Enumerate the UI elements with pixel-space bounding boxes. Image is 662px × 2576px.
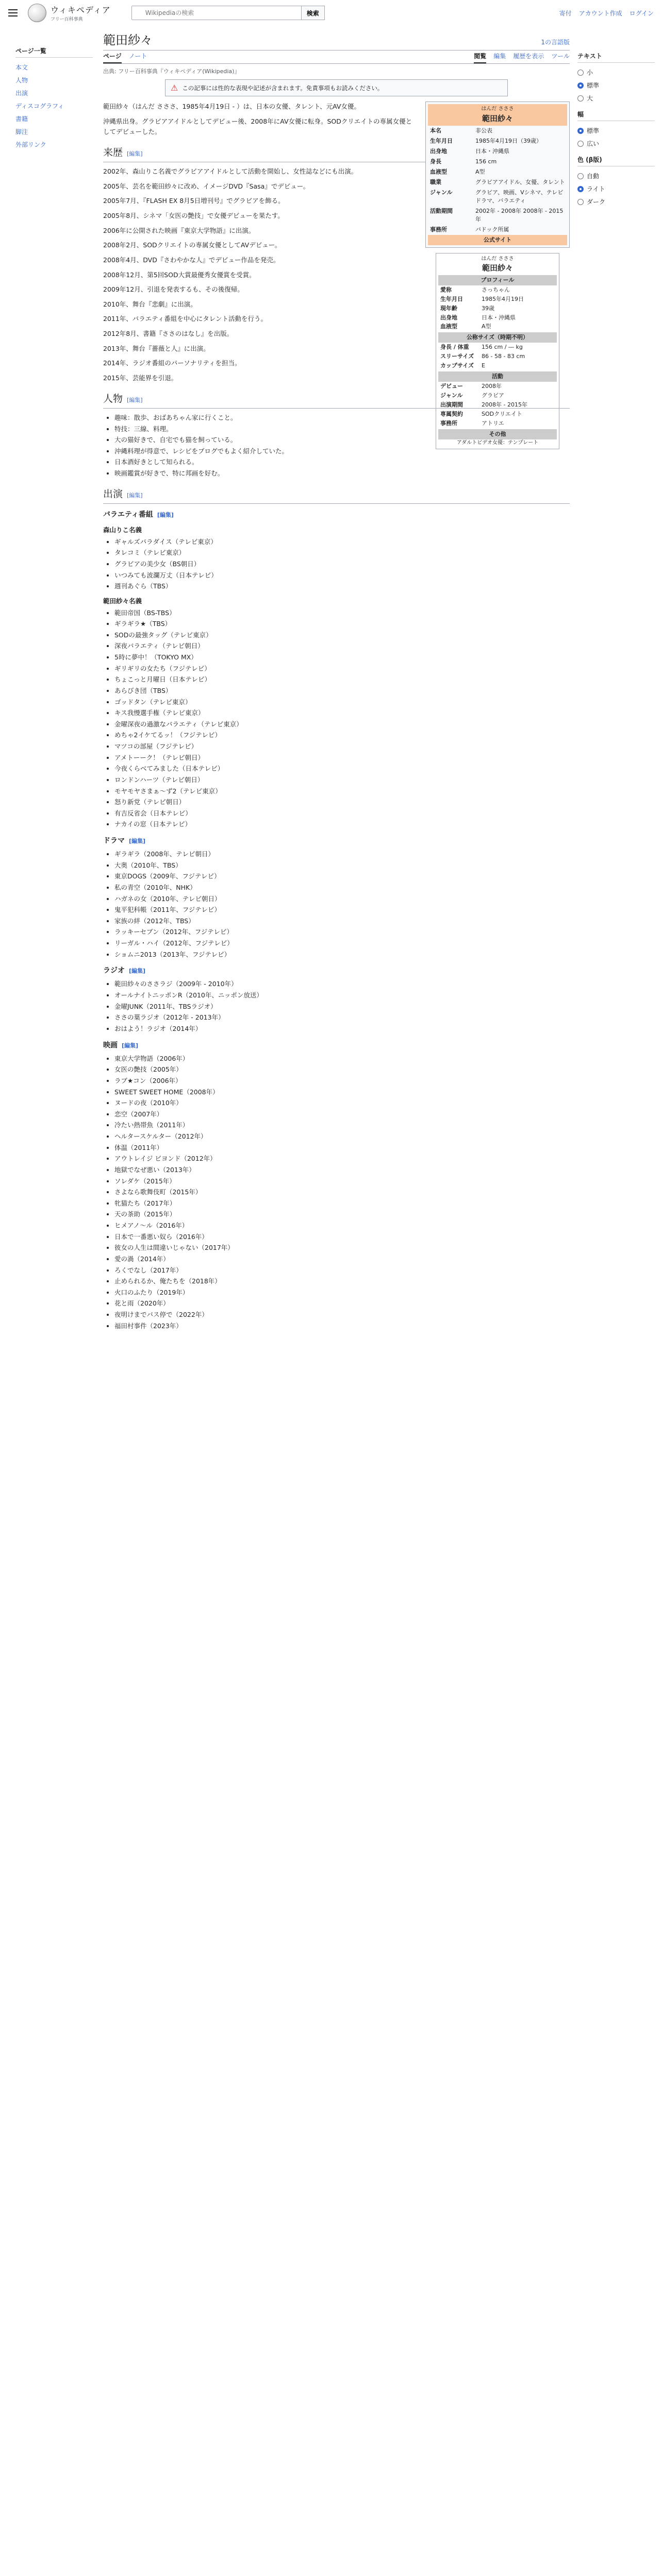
site-tagline: フリー百科事典 (51, 17, 83, 22)
list-item: • ギャルズパラダイス（テレビ東京） (114, 537, 570, 548)
list-item: • 火口のふたり（2019年） (114, 1287, 570, 1298)
list-item: • 深夜バラエティ（テレビ朝日） (114, 641, 570, 652)
list-item: • 5時に夢中！（TOKYO MX） (114, 652, 570, 663)
edit-section-link[interactable]: [編集] (127, 150, 143, 157)
list-item: • 冷たい熱帯魚（2011年） (114, 1120, 570, 1131)
infobox-value: 156 cm / ― kg (482, 344, 523, 351)
list-item: • ゴッドタン（テレビ東京） (114, 697, 570, 708)
infobox-row (428, 136, 567, 146)
infobox-label: デビュー (440, 383, 463, 390)
page-title: 範田紗々 (103, 33, 153, 47)
subsubsection-heading: 森山りこ名義 (103, 526, 142, 534)
edit-section-link[interactable]: [編集] (127, 396, 143, 403)
list-item: • 私の青空（2010年、NHK） (114, 883, 570, 893)
infobox-row (428, 225, 567, 235)
tab-read[interactable]: 閲覧 (474, 49, 486, 63)
infobox-label: 出身地 (430, 148, 447, 155)
list-item: • タレコミ（テレビ東京） (114, 548, 570, 558)
infobox (425, 101, 570, 248)
globe-icon (28, 4, 46, 22)
infobox-av (436, 253, 559, 450)
infobox-value: 2008年 (482, 383, 502, 390)
infobox-value: SODクリエイト (482, 410, 522, 417)
infobox2-name: 範田紗々 (482, 263, 513, 273)
search-input[interactable] (131, 6, 302, 20)
menu-icon[interactable] (8, 6, 23, 20)
list-item: • ヘルタースケルター（2012年） (114, 1131, 570, 1142)
section-heading: 出演 [編集] (103, 486, 570, 504)
infobox-label: 出演期間 (440, 401, 463, 408)
history-paragraph: 2005年8月、シネマ「女医の艶技」で女優デビューを果たす。 (103, 212, 284, 220)
infobox-label: 生年月日 (430, 138, 453, 145)
infobox-label: 事務所 (430, 226, 447, 233)
source-line: 出典: フリー百科事典『ウィキペディア(Wikipedia)』 (103, 68, 240, 75)
infobox-label: 職業 (430, 178, 441, 185)
list-item: • アウトレイジ ビヨンド（2012年） (114, 1154, 570, 1164)
toc-item[interactable]: 脚注 (15, 128, 28, 135)
list-item: • アメトーーク！（テレビ朝日） (114, 753, 570, 764)
search-button[interactable]: 検索 (302, 6, 325, 20)
list-item: • 東京DOGS（2009年、フジテレビ） (114, 871, 570, 882)
list-item: • めちゃ2イケてるッ！（フジテレビ） (114, 730, 570, 741)
infobox-label: ジャンル (430, 189, 453, 196)
site-logo[interactable] (28, 4, 111, 22)
edit-section-link[interactable]: [編集] (122, 1042, 139, 1049)
infobox-row (428, 146, 567, 157)
list-item: • ちょこっと月曜日（日本テレビ） (114, 674, 570, 685)
infobox-value: アトリエ (482, 419, 504, 427)
history-paragraph: 2015年、芸能界を引退。 (103, 374, 178, 382)
list-item: • ソレダケ（2015年） (114, 1176, 570, 1187)
infobox2-band: 公称サイズ（時期不明） (438, 332, 557, 343)
history-paragraph: 2008年4月、DVD『さわやかな人』でデビュー作品を発売。 (103, 256, 280, 264)
infobox-label: カップサイズ (440, 362, 474, 369)
infobox-row (438, 391, 557, 400)
list-item: • オールナイトニッポンR（2010年、ニッポン放送） (114, 990, 570, 1001)
infobox-row (438, 313, 557, 323)
list-item: • SWEET SWEET HOME（2008年） (114, 1087, 570, 1098)
article-body (103, 101, 570, 1331)
infobox-value: E (482, 362, 485, 369)
infobox-value: A型 (475, 168, 485, 175)
toc-title: ページ一覧 (15, 46, 93, 58)
list-item: • ナカイの窓（日本テレビ） (114, 819, 570, 830)
infobox-row (438, 322, 557, 331)
infobox-value: 2008年 - 2015年 (482, 401, 527, 408)
list-item: • 牝猫たち（2017年） (114, 1198, 570, 1209)
infobox-value: 日本・沖縄県 (482, 314, 516, 321)
infobox-label: 血液型 (430, 168, 447, 175)
list-item: • 日本で一番悪い奴ら（2016年） (114, 1232, 570, 1243)
list-item: • 沖縄料理が得意で、レシピをブログでもよく紹介していた。 (114, 446, 570, 457)
toc-item[interactable]: 人物 (15, 77, 28, 84)
tab-history[interactable]: 履歴を表示 (513, 53, 544, 60)
text-size-title: テキスト (577, 52, 655, 63)
list-item: • ヒメアノ〜ル（2016年） (114, 1221, 570, 1231)
text-large-option[interactable]: 大 (577, 92, 655, 105)
tab-page[interactable]: ページ (103, 49, 122, 63)
list-item: • ラブ★コン（2006年） (114, 1076, 570, 1087)
tab-tools[interactable]: ツール (551, 53, 570, 60)
main-content (103, 26, 570, 1334)
history-paragraph: 2005年7月、『FLASH EX 8月5日増刊号』でグラビアを飾る。 (103, 197, 285, 205)
site-name: ウィキペディア (51, 5, 111, 15)
list-item: • SODの最強タッグ（テレビ東京） (114, 630, 570, 641)
list-item: • 日本酒好きとして知られる。 (114, 457, 570, 468)
infobox-value: グラビアアイドル、女優、タレント (475, 178, 565, 185)
toc-item[interactable]: 外部リンク (15, 141, 46, 148)
infobox-value: 非公表 (475, 127, 492, 134)
intro-paragraph: 範田紗々（はんだ さささ、1985年4月19日 - ）は、日本の女優、タレント、元AV女優。 (103, 103, 360, 110)
infobox-row (428, 206, 567, 225)
header-links (559, 9, 654, 18)
list-item: • おはよう！ラジオ（2014年） (114, 1024, 570, 1035)
infobox-row (428, 177, 567, 188)
edit-section-link[interactable]: [編集] (127, 492, 143, 499)
toc-item[interactable]: 書籍 (15, 115, 28, 123)
list-item: • あらびき団（TBS） (114, 686, 570, 697)
list-item: • ギリギリの女たち（フジテレビ） (114, 664, 570, 674)
infobox-row (438, 352, 557, 361)
infobox-label: 身長 (430, 158, 441, 165)
create-account-link[interactable]: アカウント作成 (578, 9, 622, 17)
toc-sidebar (15, 46, 93, 151)
list-item: • 有吉反省会（日本テレビ） (114, 808, 570, 819)
list-item: • 映画鑑賞が好きで、特に邦画を好む。 (114, 468, 570, 479)
infobox-value: 39歳 (482, 304, 494, 312)
list-item: • 彼女の人生は間違いじゃない（2017年） (114, 1243, 570, 1253)
infobox-row (428, 167, 567, 177)
infobox-row (438, 361, 557, 370)
subsection-heading: 映画 [編集] (103, 1041, 139, 1049)
list-item: • 怒り新党（テレビ朝日） (114, 797, 570, 808)
infobox-value: 1985年4月19日（39歳） (475, 138, 542, 145)
list-item: • キス我慢選手権（テレビ東京） (114, 708, 570, 719)
infobox-value: 86 - 58 - 83 cm (482, 353, 525, 360)
history-paragraph: 2005年、芸名を範田紗々に改め、イメージDVD『Sasa』でデビュー。 (103, 182, 310, 190)
infobox-row (438, 285, 557, 295)
history-paragraph: 2014年、ラジオ番組のパーソナリティを担当。 (103, 359, 241, 367)
infobox-kana: はんだ さささ (481, 106, 514, 112)
section-heading: 来歴 [編集] (103, 145, 570, 162)
list-item: • 地獄でなぜ悪い（2013年） (114, 1165, 570, 1176)
list-item: • いつみても波瀾万丈（日本テレビ） (114, 570, 570, 581)
login-link[interactable]: ログイン (629, 9, 654, 17)
history-paragraph: 2012年8月、書籍『ささのはなし』を出版。 (103, 330, 234, 338)
list-item: • ろくでなし（2017年） (114, 1265, 570, 1276)
list-item: • さよなら歌舞伎町（2015年） (114, 1187, 570, 1198)
list-item: • ギラギラ（2008年、テレビ朝日） (114, 849, 570, 860)
infobox-label: 本名 (430, 127, 441, 134)
tab-talk[interactable]: ノート (128, 53, 147, 60)
list-item: • 大奥（2010年、TBS） (114, 860, 570, 871)
history-paragraph: 2008年12月、第5回SOD大賞最優秀女優賞を受賞。 (103, 270, 256, 279)
list-item: • 鬼平犯科帳（2011年、フジテレビ） (114, 905, 570, 916)
list-item: • リーガル・ハイ（2012年、フジテレビ） (114, 938, 570, 949)
infobox-value: 1985年4月19日 (482, 295, 524, 302)
list-item: • ヌードの夜（2010年） (114, 1098, 570, 1109)
infobox2-band: その他 (438, 429, 557, 439)
intro-paragraph: 沖縄県出身。グラビアアイドルとしてデビュー後、2008年にAV女優に転身。SODクリエイトの専属女優としてデビューした。 (103, 117, 412, 136)
history-paragraph: 2008年2月、SODクリエイトの専属女優としてAVデビュー。 (103, 241, 282, 249)
appearance-panel (577, 46, 655, 208)
infobox-row (428, 126, 567, 136)
list-item: • 今夜くらべてみました（日本テレビ） (114, 764, 570, 774)
list-item: • 愛の渦（2014年） (114, 1254, 570, 1265)
infobox-row (438, 400, 557, 410)
infobox-value: 日本・沖縄県 (475, 148, 509, 155)
text-standard-option[interactable]: 標準 (577, 79, 655, 92)
list-item: • ギラギラ★（TBS） (114, 619, 570, 630)
tab-edit[interactable]: 編集 (493, 53, 506, 60)
infobox-row (428, 188, 567, 206)
infobox2-kana: はんだ さささ (481, 256, 514, 262)
language-button[interactable]: 1の言語版 (541, 39, 570, 46)
list-item: • 範田紗々のささラジ（2009年 - 2010年） (114, 979, 570, 990)
edit-section-link[interactable]: [編集] (129, 968, 146, 975)
infobox2-band: 活動 (438, 371, 557, 382)
width-wide-option[interactable]: 広い (577, 137, 655, 150)
content-notice: ⚠ この記事には性的な表現や記述が含まれます。免責事項もお読みください。 (165, 79, 508, 96)
list-item: • グラビアの美少女（BS朝日） (114, 559, 570, 570)
subsection-heading: ドラマ [編集] (103, 837, 146, 845)
list-item: • 特技：三線、料理。 (114, 424, 570, 435)
infobox-row (438, 382, 557, 391)
text-small-option[interactable]: 小 (577, 66, 655, 79)
list-item: • 天の茶助（2015年） (114, 1209, 570, 1220)
infobox-value: 156 cm (475, 158, 497, 165)
list-item: • ショムニ2013（2013年、フジテレビ） (114, 950, 570, 960)
subsection-heading: バラエティ番組 [編集] (103, 511, 174, 519)
edit-section-link[interactable]: [編集] (157, 512, 174, 519)
list-item: • 夜明けまでバス停で（2022年） (114, 1310, 570, 1320)
list-item: • 範田帝国（BS-TBS） (114, 608, 570, 619)
infobox-band[interactable]: 公式サイト (428, 235, 567, 245)
warning-icon: ⚠ (171, 83, 178, 93)
history-paragraph: 2013年、舞台『薔薇と人』に出演。 (103, 344, 210, 352)
infobox2-band: プロフィール (438, 275, 557, 285)
list-item: • ささの葉ラジオ（2012年 - 2013年） (114, 1012, 570, 1023)
width-standard-option[interactable]: 標準 (577, 124, 655, 137)
toc-item[interactable]: 本文 (15, 64, 28, 71)
list-item: • 体温（2011年） (114, 1143, 570, 1154)
page-tabs (103, 50, 570, 64)
edit-section-link[interactable]: [編集] (129, 838, 146, 844)
list-item: • 恋空（2007年） (114, 1109, 570, 1120)
donate-link[interactable]: 寄付 (559, 9, 572, 17)
list-item: • ハガネの女（2010年、テレビ朝日） (114, 894, 570, 905)
history-paragraph: 2006年に公開された映画『東京大学物語』に出演。 (103, 226, 255, 234)
list-item: • 金曜JUNK（2011年、TBSラジオ） (114, 1002, 570, 1012)
list-item: • モヤモヤさまぁ～ず2（テレビ東京） (114, 786, 570, 797)
header (0, 0, 662, 26)
infobox-row (438, 295, 557, 304)
infobox-label: スリーサイズ (440, 353, 474, 360)
history-paragraph: 2009年12月、引退を発表するも、その後復帰。 (103, 285, 244, 294)
list-item: • 福田村事件（2023年） (114, 1321, 570, 1332)
list-item: • 週刊あぐら（TBS） (114, 581, 570, 592)
section-heading: 人物 [編集] (103, 391, 570, 409)
list-item: • ロンドンハーツ（テレビ朝日） (114, 775, 570, 786)
history-paragraph: 2002年、森山りこ名義でグラビアアイドルとして活動を開始し、女性誌などにも出演。 (103, 167, 358, 176)
color-light-option[interactable]: ライト (577, 182, 655, 195)
infobox-row (438, 304, 557, 313)
search-form (131, 6, 325, 20)
infobox-value: グラビア (482, 392, 504, 399)
list-item: • 金曜深夜の過激なバラエティ（テレビ東京） (114, 719, 570, 730)
list-item: • 女医の艶技（2005年） (114, 1064, 570, 1075)
list-item: • 止められるか、俺たちを（2018年） (114, 1276, 570, 1287)
infobox-value: さっちゃん (482, 286, 510, 293)
infobox-label: 愛称 (440, 286, 452, 293)
infobox-row (428, 157, 567, 167)
color-dark-option[interactable]: ダーク (577, 195, 655, 208)
list-item: • 家族の絆（2012年、TBS） (114, 916, 570, 927)
list-item: • ラッキーセブン（2012年、フジテレビ） (114, 927, 570, 938)
infobox-value: A型 (482, 323, 491, 330)
infobox-name: 範田紗々 (482, 113, 513, 123)
list-item: • 趣味：散歩、おばあちゃん家に行くこと。 (114, 413, 570, 423)
history-paragraph: 2010年、舞台『悲劇』に出演。 (103, 300, 197, 308)
infobox-value: 2002年 - 2008年 2008年 - 2015年 (475, 207, 564, 223)
infobox-label: 身長 / 体重 (440, 344, 469, 351)
infobox-label: 活動期間 (430, 207, 453, 214)
infobox-label: 現年齢 (440, 304, 457, 312)
infobox-value: グラビア、映画、Vシネマ、テレビドラマ、バラエティ (475, 189, 564, 204)
infobox-label: 出身地 (440, 314, 457, 321)
history-paragraph: 2011年、バラエティ番組を中心にタレント活動を行う。 (103, 315, 268, 323)
toc-item[interactable]: ディスコグラフィ (15, 103, 64, 110)
infobox-label: 事務所 (440, 419, 457, 427)
list-item: • マツコの部屋（フジテレビ） (114, 741, 570, 752)
infobox-row (438, 343, 557, 352)
width-title: 幅 (577, 110, 655, 121)
subsection-heading: ラジオ [編集] (103, 967, 146, 975)
infobox-row (438, 410, 557, 419)
infobox-label: 血液型 (440, 323, 457, 330)
list-item: • 大の猫好きで、自宅でも猫を飼っている。 (114, 435, 570, 446)
list-item: • 東京大学物語（2006年） (114, 1054, 570, 1064)
color-title: 色 (β版) (577, 155, 655, 166)
color-auto-option[interactable]: 自動 (577, 170, 655, 182)
toc-item[interactable]: 出演 (15, 90, 28, 97)
infobox-value: パドック所属 (475, 226, 509, 233)
infobox-label: 専属契約 (440, 410, 463, 417)
infobox-row (438, 419, 557, 428)
infobox2-footer[interactable]: アダルトビデオ女優：テンプレート (456, 439, 539, 446)
subsubsection-heading: 範田紗々名義 (103, 597, 142, 605)
list-item: • 花と雨（2020年） (114, 1298, 570, 1309)
infobox-label: ジャンル (440, 392, 463, 399)
infobox-label: 生年月日 (440, 295, 463, 302)
